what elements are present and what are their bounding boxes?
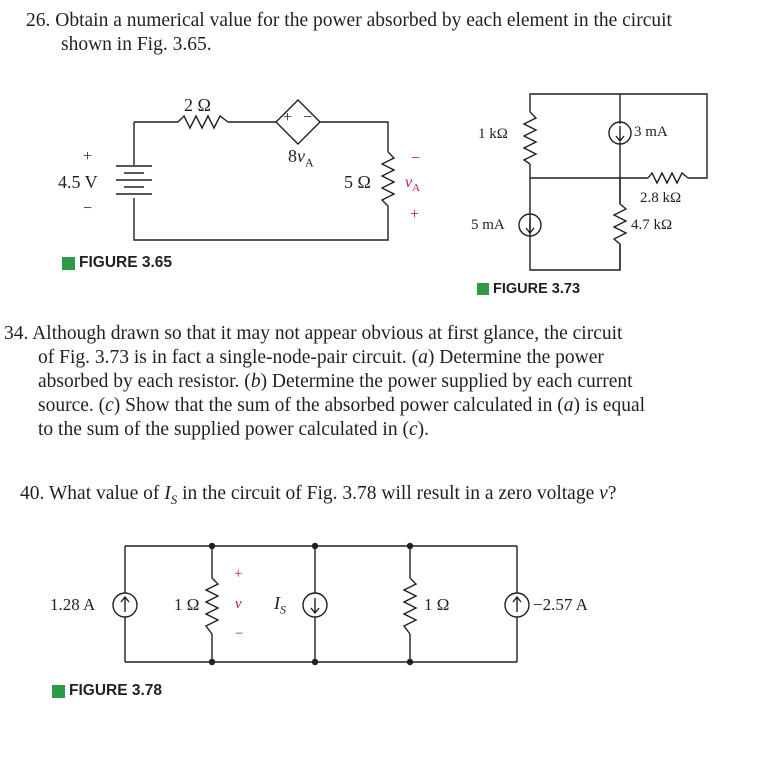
figure-3-78-caption-text: FIGURE 3.78 [69, 682, 163, 699]
fig365-va-minus: − [411, 150, 421, 167]
fig365-gain-sub: A [305, 155, 314, 170]
problem-40-var: I [164, 483, 171, 504]
junction-dot [407, 543, 413, 549]
fig378-is-var: I [274, 593, 280, 613]
fig365-v-minus: − [83, 200, 93, 217]
fig378-v-plus: + [234, 566, 243, 582]
fig365-diamond-plus: + [283, 109, 293, 126]
junction-dot [312, 659, 318, 665]
problem-26-number: 26. [26, 10, 51, 31]
fig378-r-left-label: 1 Ω [174, 595, 200, 614]
voltage-source-symbol [116, 166, 152, 194]
problem-34-line-3 [38, 370, 633, 394]
fig378-is-sub: S [280, 602, 286, 617]
fig378-i-left-label: 1.28 A [50, 595, 96, 614]
problem-34-text: ) Determine the power [427, 347, 604, 368]
problem-34-text: absorbed by each resistor. ( [38, 371, 251, 392]
figure-3-78-caption [52, 682, 162, 700]
problem-40-text: What value of [48, 483, 165, 504]
problem-34-text: to the sum of the supplied power calculated in ( [38, 419, 409, 440]
fig365-r-top-label: 2 Ω [184, 95, 211, 115]
fig378-r-right-label: 1 Ω [424, 595, 450, 614]
current-source-left-arrow-icon [121, 597, 129, 612]
problem-34-line-5 [38, 418, 429, 442]
figure-3-65-circuit [50, 80, 450, 270]
problem-34-text: ) Show that the sum of the absorbed power calculated in ( [113, 395, 564, 416]
fig378-v-label: v [235, 596, 242, 612]
fig378-v-minus: − [235, 626, 244, 642]
figure-3-65-caption-text: FIGURE 3.65 [79, 254, 173, 271]
problem-34-text: Although drawn so that it may not appear obvious at first glance, the circuit [32, 323, 623, 344]
fig373-r2-label: 2.8 kΩ [640, 190, 682, 206]
fig365-r-right-label: 5 Ω [344, 172, 371, 192]
problem-26-line-2: shown in Fig. 3.65. [61, 34, 212, 55]
fig365-va-sub: A [412, 182, 421, 195]
current-source-3ma-arrow-icon [616, 126, 624, 141]
fig365-v-source-label: 4.5 V [58, 172, 98, 192]
caption-square-icon [52, 685, 65, 698]
fig365-va-label [405, 174, 420, 194]
resistor-left-1-ohm-zigzag [206, 578, 218, 634]
fig365-dependent-label [288, 146, 314, 171]
problem-34-text: ). [417, 419, 429, 440]
problem-34-text: source. ( [38, 395, 106, 416]
fig373-r1-label: 1 kΩ [478, 126, 508, 142]
fig378-is-label [274, 593, 286, 618]
problem-34-line-2 [38, 346, 604, 370]
problem-34-part: a [563, 395, 574, 416]
fig365-diamond-minus: − [303, 109, 313, 126]
junction-dot [407, 659, 413, 665]
figure-3-73-caption [477, 281, 580, 297]
figure-3-78-circuit [100, 530, 560, 670]
fig365-gain: 8 [288, 146, 297, 166]
caption-square-icon [62, 257, 75, 270]
resistor-5-ohm-zigzag [382, 152, 394, 212]
problem-34-number: 34. [4, 323, 29, 344]
fig378-i-right-label: −2.57 A [533, 595, 588, 614]
junction-dot [209, 659, 215, 665]
current-source-5ma-arrow-icon [526, 218, 534, 233]
junction-dot [209, 543, 215, 549]
problem-26-line-1 [26, 9, 672, 33]
problem-40-line [20, 482, 616, 512]
current-source-is-arrow-icon [311, 598, 319, 613]
caption-square-icon [477, 283, 489, 295]
problem-34-part: c [105, 395, 114, 416]
fig373-r3-label: 4.7 kΩ [631, 217, 673, 233]
figure-3-73-circuit [500, 80, 740, 280]
fig365-va-var: v [405, 174, 413, 191]
fig365-gain-var: v [297, 146, 305, 166]
problem-40-v: v [599, 483, 608, 504]
problem-40-text: in the circuit of Fig. 3.78 will result in a zero voltage [177, 483, 600, 504]
junction-dot [312, 543, 318, 549]
fig365-v-plus: + [83, 148, 93, 165]
problem-26-text-1: Obtain a numerical value for the power absorbed by each element in the circuit [55, 10, 672, 31]
problem-34-text: ) is equal [573, 395, 646, 416]
problem-40-sub: S [170, 491, 178, 507]
problem-34-line-1 [4, 322, 622, 346]
problem-40-text: ? [607, 483, 617, 504]
problem-40-number: 40. [20, 483, 45, 504]
fig373-i2-label: 5 mA [471, 217, 505, 233]
figure-3-65-caption [62, 254, 172, 272]
problem-34-part: c [408, 419, 418, 440]
problem-34-part: b [250, 371, 261, 392]
figure-3-73-caption-text: FIGURE 3.73 [493, 281, 581, 297]
problem-34-text: of Fig. 3.73 is in fact a single-node-pair circuit. ( [38, 347, 419, 368]
fig373-i1-label: 3 mA [634, 124, 668, 140]
problem-34-text: ) Determine the power supplied by each current [260, 371, 633, 392]
problem-34-line-4 [38, 394, 645, 418]
resistor-2-ohm-zigzag [178, 116, 228, 128]
fig365-va-plus: + [410, 206, 420, 223]
problem-34-part: a [418, 347, 428, 368]
current-source-right-arrow-icon [513, 597, 521, 612]
resistor-right-1-ohm-zigzag [404, 578, 416, 634]
